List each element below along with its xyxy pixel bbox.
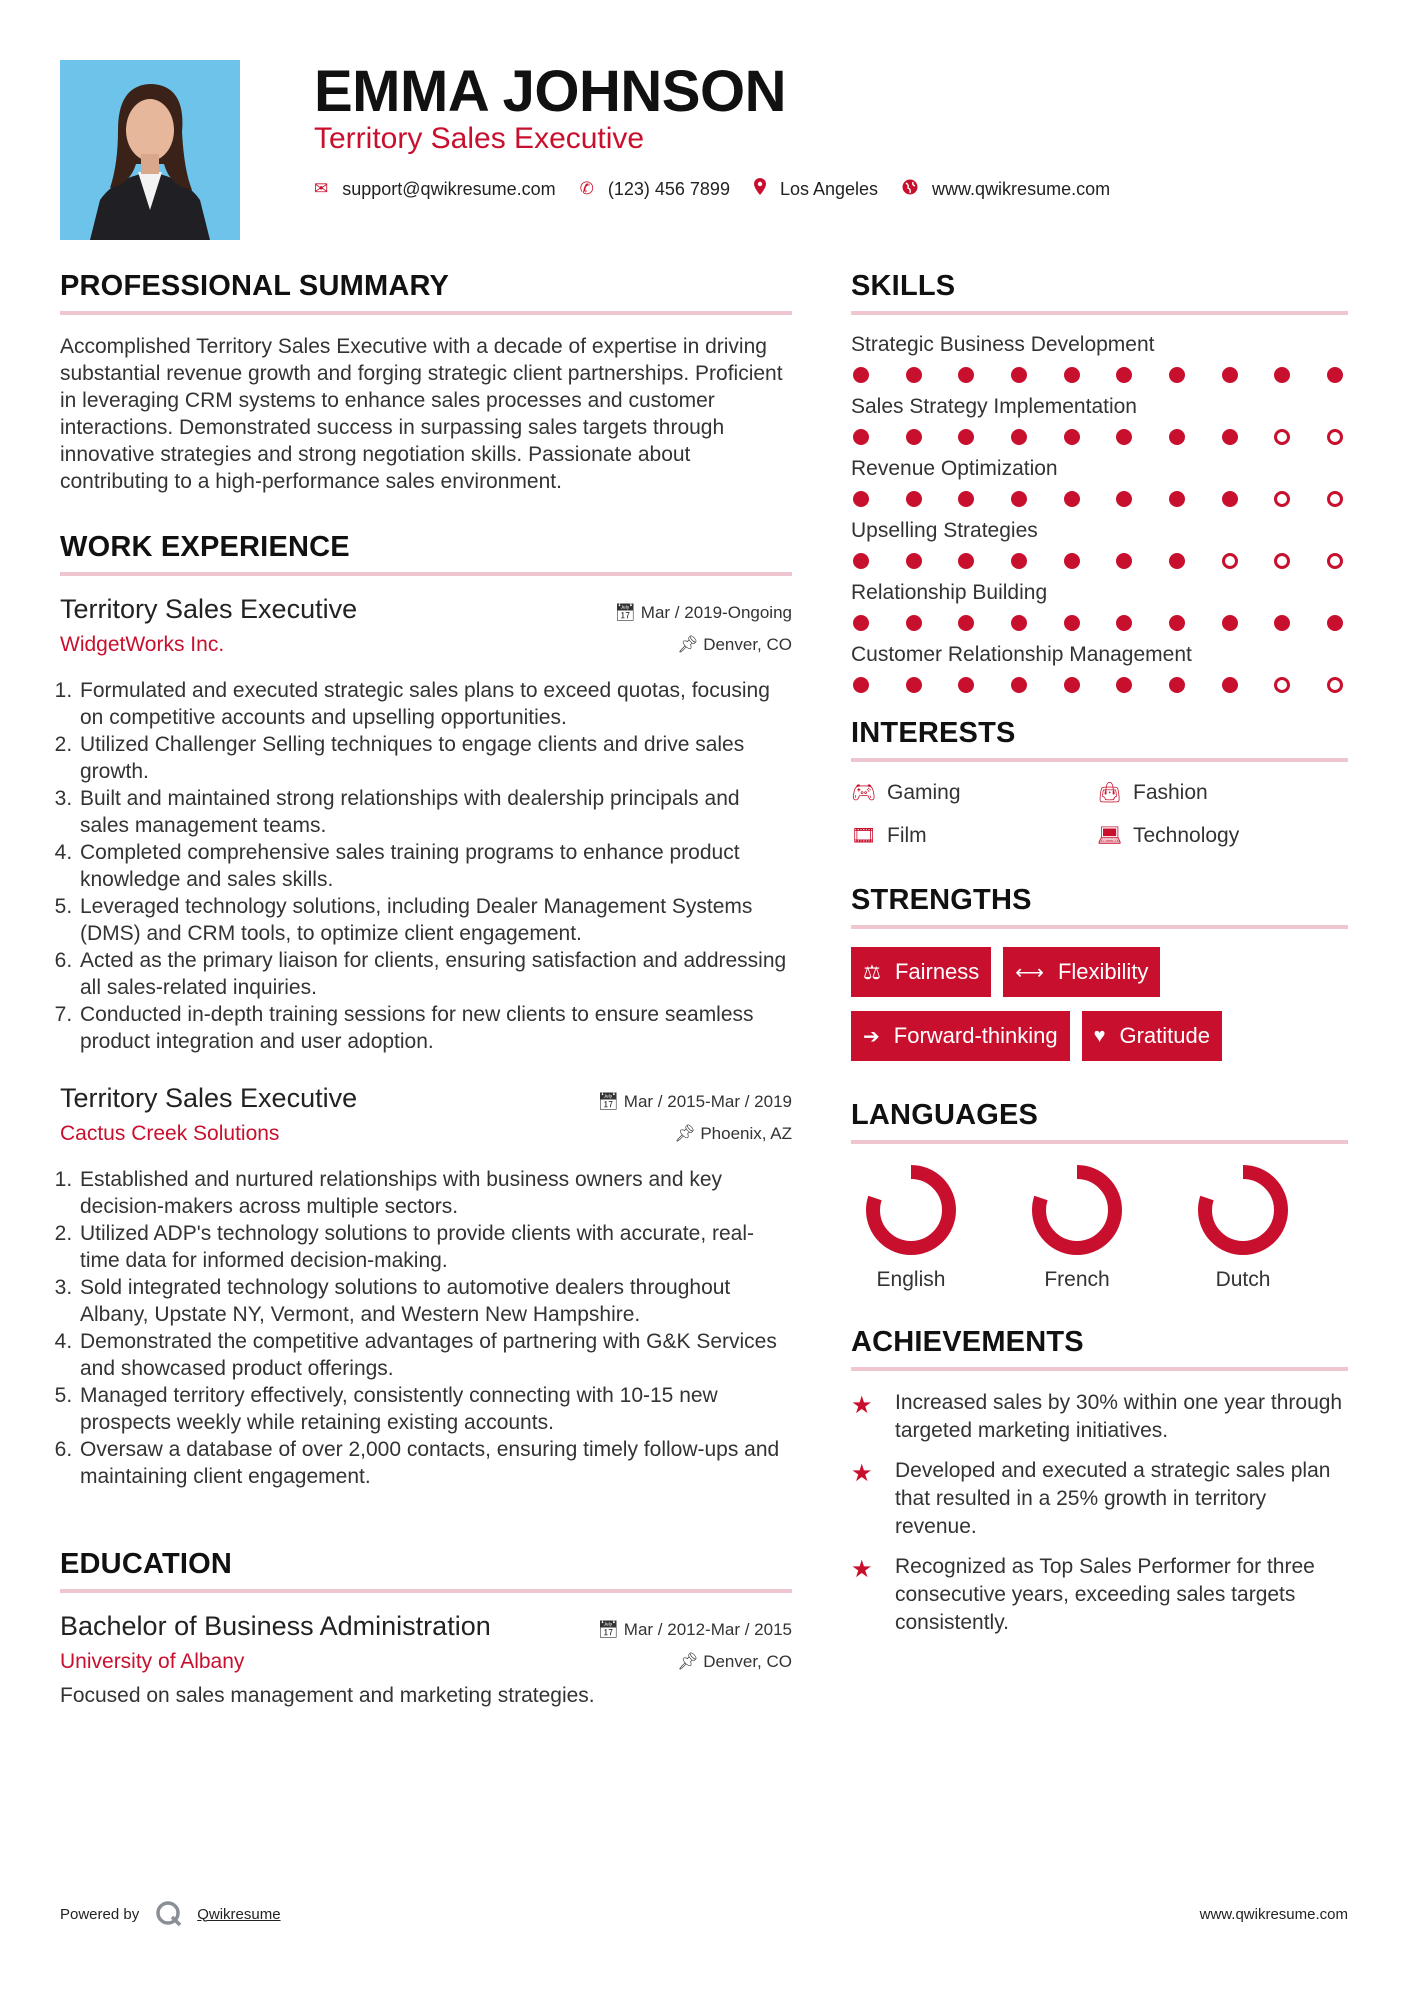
strength-tag: ♥ Gratitude [1082, 1011, 1222, 1061]
candidate-name: EMMA JOHNSON [314, 59, 786, 124]
pushpin-icon: 📌︎ [676, 635, 704, 654]
rating-dot-filled [1169, 429, 1185, 445]
website-text: www.qwikresume.com [932, 178, 1111, 199]
rating-dot-filled [906, 553, 922, 569]
rating-dot-filled [1116, 615, 1132, 631]
rating-dot-empty [1327, 553, 1343, 569]
shopping-bag-icon: 👜︎ [1097, 782, 1123, 804]
degree-title: Bachelor of Business Administration [60, 1611, 491, 1641]
skills-heading: SKILLS [851, 270, 1348, 315]
languages-list [851, 1162, 1348, 1292]
education-description: Focused on sales management and marketing strategies. [60, 1684, 595, 1707]
rating-dot-filled [1169, 367, 1185, 383]
film-icon: 🎞︎ [851, 825, 877, 847]
rating-dot-filled [1064, 429, 1080, 445]
summary-text: Accomplished Territory Sales Executive with a decade of expertise in driving substantial revenue growth and forging strategic client partnerships. Proficient in leveraging CRM systems to enhance sales processes and customer interactions. Demonstrated success in surpassing sales targets through innovative strategies and strong negotiation skills. Passionate about contributing to a high-performance sales environment. [60, 335, 783, 493]
envelope-icon: ✉ [314, 179, 329, 198]
skill-rating [851, 367, 1343, 383]
contact-location [754, 178, 878, 200]
skill-name: Revenue Optimization [851, 457, 1058, 480]
candidate-role: Territory Sales Executive [314, 122, 645, 155]
skill-rating [851, 677, 1343, 693]
language-name: English [876, 1268, 946, 1291]
company-name: WidgetWorks Inc. [60, 633, 225, 656]
rating-dot-filled [1222, 367, 1238, 383]
rating-dot-filled [1116, 491, 1132, 507]
interests-heading: INTERESTS [851, 717, 1348, 762]
contact-email[interactable] [314, 179, 556, 200]
skill-item [851, 457, 1348, 507]
skill-item [851, 519, 1348, 569]
rating-dot-filled [1064, 491, 1080, 507]
language-item [857, 1162, 965, 1292]
rating-dot-filled [1222, 615, 1238, 631]
skill-name: Relationship Building [851, 581, 1048, 604]
rating-dot-filled [853, 677, 869, 693]
arrows-horizontal-icon: ⟷ [1015, 961, 1044, 984]
list-item: 1. Formulated and executed strategic sales plans to exceed quotas, focusing on competitive accounts and upselling opportunities. [78, 677, 792, 731]
rating-dot-filled [906, 615, 922, 631]
rating-dot-empty [1274, 553, 1290, 569]
rating-dot-filled [1116, 553, 1132, 569]
job-title: Territory Sales Executive [60, 594, 358, 624]
language-name: Dutch [1215, 1268, 1271, 1291]
laptop-icon: 💻︎ [1097, 825, 1123, 847]
rating-dot-filled [853, 615, 869, 631]
list-item: 5. Leveraged technology solutions, including Dealer Management Systems (DMS) and CRM tools, to optimize client engagement. [78, 893, 792, 947]
list-item: 4. Completed comprehensive sales training programs to enhance product knowledge and sales skills. [78, 839, 792, 893]
job-date: 📅︎ Mar / 2015-Mar / 2019 [597, 1092, 792, 1111]
list-item: 4. Demonstrated the competitive advantages of partnering with G&K Services and showcased product offerings. [78, 1328, 792, 1382]
rating-dot-filled [1169, 615, 1185, 631]
balance-scale-icon: ⚖ [863, 961, 881, 984]
rating-dot-filled [958, 553, 974, 569]
language-item [1189, 1162, 1297, 1292]
language-level-arc [1039, 1172, 1115, 1248]
rating-dot-filled [906, 367, 922, 383]
powered-by-label: Powered by [60, 1905, 140, 1923]
rating-dot-filled [853, 429, 869, 445]
languages-heading: LANGUAGES [851, 1099, 1348, 1144]
list-item: 7. Conducted in-depth training sessions for new clients to ensure seamless product integration and user adoption. [78, 1001, 792, 1055]
rating-dot-filled [1011, 553, 1027, 569]
list-item: 3. Sold integrated technology solutions to automotive dealers throughout Albany, Upstate NY, Vermont, and Western New Hampshire. [78, 1274, 792, 1328]
skill-rating [851, 615, 1343, 631]
rating-dot-empty [1327, 429, 1343, 445]
experience-heading: WORK EXPERIENCE [60, 531, 792, 576]
rating-dot-filled [1011, 491, 1027, 507]
rating-dot-filled [1011, 367, 1027, 383]
language-level-ring [863, 1162, 959, 1258]
phone-icon: ✆ [579, 179, 594, 198]
calendar-icon: 📅︎ [614, 603, 641, 622]
heart-icon: ♥ [1093, 1024, 1106, 1047]
achievement-item: ★ Recognized as Top Sales Performer for three consecutive years, exceeding sales targets consistently. [851, 1553, 1348, 1637]
skill-item [851, 333, 1348, 383]
interests-list [851, 780, 1348, 848]
rating-dot-filled [958, 615, 974, 631]
rating-dot-filled [1327, 615, 1343, 631]
skill-item [851, 643, 1348, 693]
rating-dot-empty [1274, 429, 1290, 445]
profile-photo [60, 60, 240, 240]
rating-dot-filled [958, 677, 974, 693]
list-item: 2. Utilized Challenger Selling techniques to engage clients and drive sales growth. [78, 731, 792, 785]
list-item: 6. Acted as the primary liaison for clients, ensuring satisfaction and addressing all sales-related inquiries. [78, 947, 792, 1001]
job-bullets [60, 1166, 792, 1490]
language-name: French [1044, 1268, 1110, 1291]
powered-by [60, 1900, 281, 1928]
job-entry [60, 594, 792, 1055]
strengths-heading: STRENGTHS [851, 884, 1348, 929]
language-level-arc [1205, 1172, 1281, 1248]
skill-name: Customer Relationship Management [851, 643, 1192, 666]
job-date: 📅︎ Mar / 2019-Ongoing [614, 603, 792, 622]
rating-dot-filled [1222, 677, 1238, 693]
interest-item: 🎞︎ Film [851, 823, 927, 847]
contact-bar [314, 178, 1134, 200]
education-location: 📌︎ Denver, CO [676, 1652, 792, 1671]
skill-rating [851, 491, 1343, 507]
rating-dot-filled [1064, 367, 1080, 383]
phone-text: (123) 456 7899 [607, 178, 730, 199]
skill-item [851, 581, 1348, 631]
skill-name: Strategic Business Development [851, 333, 1155, 356]
rating-dot-filled [958, 491, 974, 507]
rating-dot-filled [906, 429, 922, 445]
rating-dot-filled [1064, 553, 1080, 569]
rating-dot-filled [1064, 677, 1080, 693]
rating-dot-filled [1169, 677, 1185, 693]
rating-dot-filled [1116, 367, 1132, 383]
language-level-ring [1195, 1162, 1291, 1258]
gamepad-icon: 🎮︎ [851, 782, 877, 804]
rating-dot-empty [1274, 491, 1290, 507]
skill-name: Sales Strategy Implementation [851, 395, 1137, 418]
rating-dot-filled [1222, 491, 1238, 507]
rating-dot-filled [1064, 615, 1080, 631]
job-entry [60, 1083, 792, 1490]
list-item: 6. Oversaw a database of over 2,000 contacts, ensuring timely follow-ups and maintaining client engagement. [78, 1436, 792, 1490]
star-icon: ★ [851, 1556, 873, 1583]
strength-tag: ➔ Forward-thinking [851, 1011, 1070, 1061]
rating-dot-filled [1169, 553, 1185, 569]
strength-tag: ⚖ Fairness [851, 947, 991, 997]
language-item [1023, 1162, 1131, 1292]
rating-dot-filled [906, 491, 922, 507]
rating-dot-empty [1327, 677, 1343, 693]
rating-dot-filled [1222, 429, 1238, 445]
list-item: 1. Established and nurtured relationships with business owners and key decision-makers across multiple sectors. [78, 1166, 792, 1220]
rating-dot-empty [1274, 677, 1290, 693]
rating-dot-filled [1116, 677, 1132, 693]
strength-tag: ⟷ Flexibility [1003, 947, 1160, 997]
map-pin-icon [754, 178, 766, 200]
location-text: Los Angeles [779, 178, 879, 199]
arrow-right-icon: ➔ [863, 1025, 880, 1048]
rating-dot-filled [853, 367, 869, 383]
achievements-heading: ACHIEVEMENTS [851, 1326, 1348, 1371]
interest-item: 💻︎ Technology [1097, 823, 1240, 847]
email-text: support@qwikresume.com [342, 178, 556, 199]
job-location: 📌︎ Phoenix, AZ [674, 1124, 792, 1143]
globe-icon [902, 179, 918, 200]
job-location: 📌︎ Denver, CO [676, 635, 792, 654]
job-title: Territory Sales Executive [60, 1083, 358, 1113]
rating-dot-filled [1116, 429, 1132, 445]
left-column [60, 270, 792, 1708]
language-level-ring [1029, 1162, 1125, 1258]
company-name: Cactus Creek Solutions [60, 1122, 280, 1145]
star-icon: ★ [851, 1460, 873, 1487]
rating-dot-filled [958, 367, 974, 383]
calendar-icon: 📅︎ [597, 1092, 624, 1111]
skills-list [851, 333, 1348, 693]
pushpin-icon: 📌︎ [676, 1652, 704, 1671]
skill-item [851, 395, 1348, 445]
achievement-item: ★ Increased sales by 30% within one year through targeted marketing initiatives. [851, 1389, 1348, 1445]
contact-website[interactable] [902, 179, 1110, 200]
skill-name: Upselling Strategies [851, 519, 1038, 542]
qwikresume-logo-icon [155, 1900, 183, 1928]
rating-dot-filled [853, 553, 869, 569]
strengths-list [851, 947, 1348, 1061]
rating-dot-filled [1011, 429, 1027, 445]
rating-dot-filled [1011, 677, 1027, 693]
school-name: University of Albany [60, 1650, 245, 1673]
qwikresume-link[interactable]: Qwikresume [197, 1905, 281, 1923]
list-item: 5. Managed territory effectively, consistently connecting with 10-15 new prospects weekly while retaining existing accounts. [78, 1382, 792, 1436]
list-item: 3. Built and maintained strong relationships with dealership principals and sales management teams. [78, 785, 792, 839]
education-heading: EDUCATION [60, 1548, 792, 1593]
rating-dot-filled [853, 491, 869, 507]
footer [60, 1900, 1348, 1928]
rating-dot-filled [906, 677, 922, 693]
rating-dot-filled [958, 429, 974, 445]
summary-heading: PROFESSIONAL SUMMARY [60, 270, 792, 315]
rating-dot-filled [1011, 615, 1027, 631]
star-icon: ★ [851, 1392, 873, 1419]
interest-item: 👜︎ Fashion [1097, 780, 1208, 804]
footer-website[interactable]: www.qwikresume.com [1199, 1905, 1348, 1923]
rating-dot-filled [1274, 367, 1290, 383]
language-level-arc [873, 1172, 949, 1248]
contact-phone[interactable] [580, 179, 730, 200]
rating-dot-filled [1327, 367, 1343, 383]
calendar-icon: 📅︎ [597, 1620, 624, 1639]
rating-dot-filled [1274, 615, 1290, 631]
achievements-list [851, 1389, 1348, 1637]
interest-item: 🎮︎ Gaming [851, 780, 961, 804]
education-date: 📅︎ Mar / 2012-Mar / 2015 [597, 1620, 792, 1639]
skill-rating [851, 553, 1343, 569]
achievement-item: ★ Developed and executed a strategic sales plan that resulted in a 25% growth in territory revenue. [851, 1457, 1348, 1541]
rating-dot-empty [1222, 553, 1238, 569]
job-bullets [60, 677, 792, 1055]
list-item: 2. Utilized ADP's technology solutions to provide clients with accurate, real-time data for informed decision-making. [78, 1220, 792, 1274]
skill-rating [851, 429, 1343, 445]
pushpin-icon: 📌︎ [674, 1124, 701, 1143]
rating-dot-empty [1327, 491, 1343, 507]
rating-dot-filled [1169, 491, 1185, 507]
right-column [851, 270, 1348, 1649]
